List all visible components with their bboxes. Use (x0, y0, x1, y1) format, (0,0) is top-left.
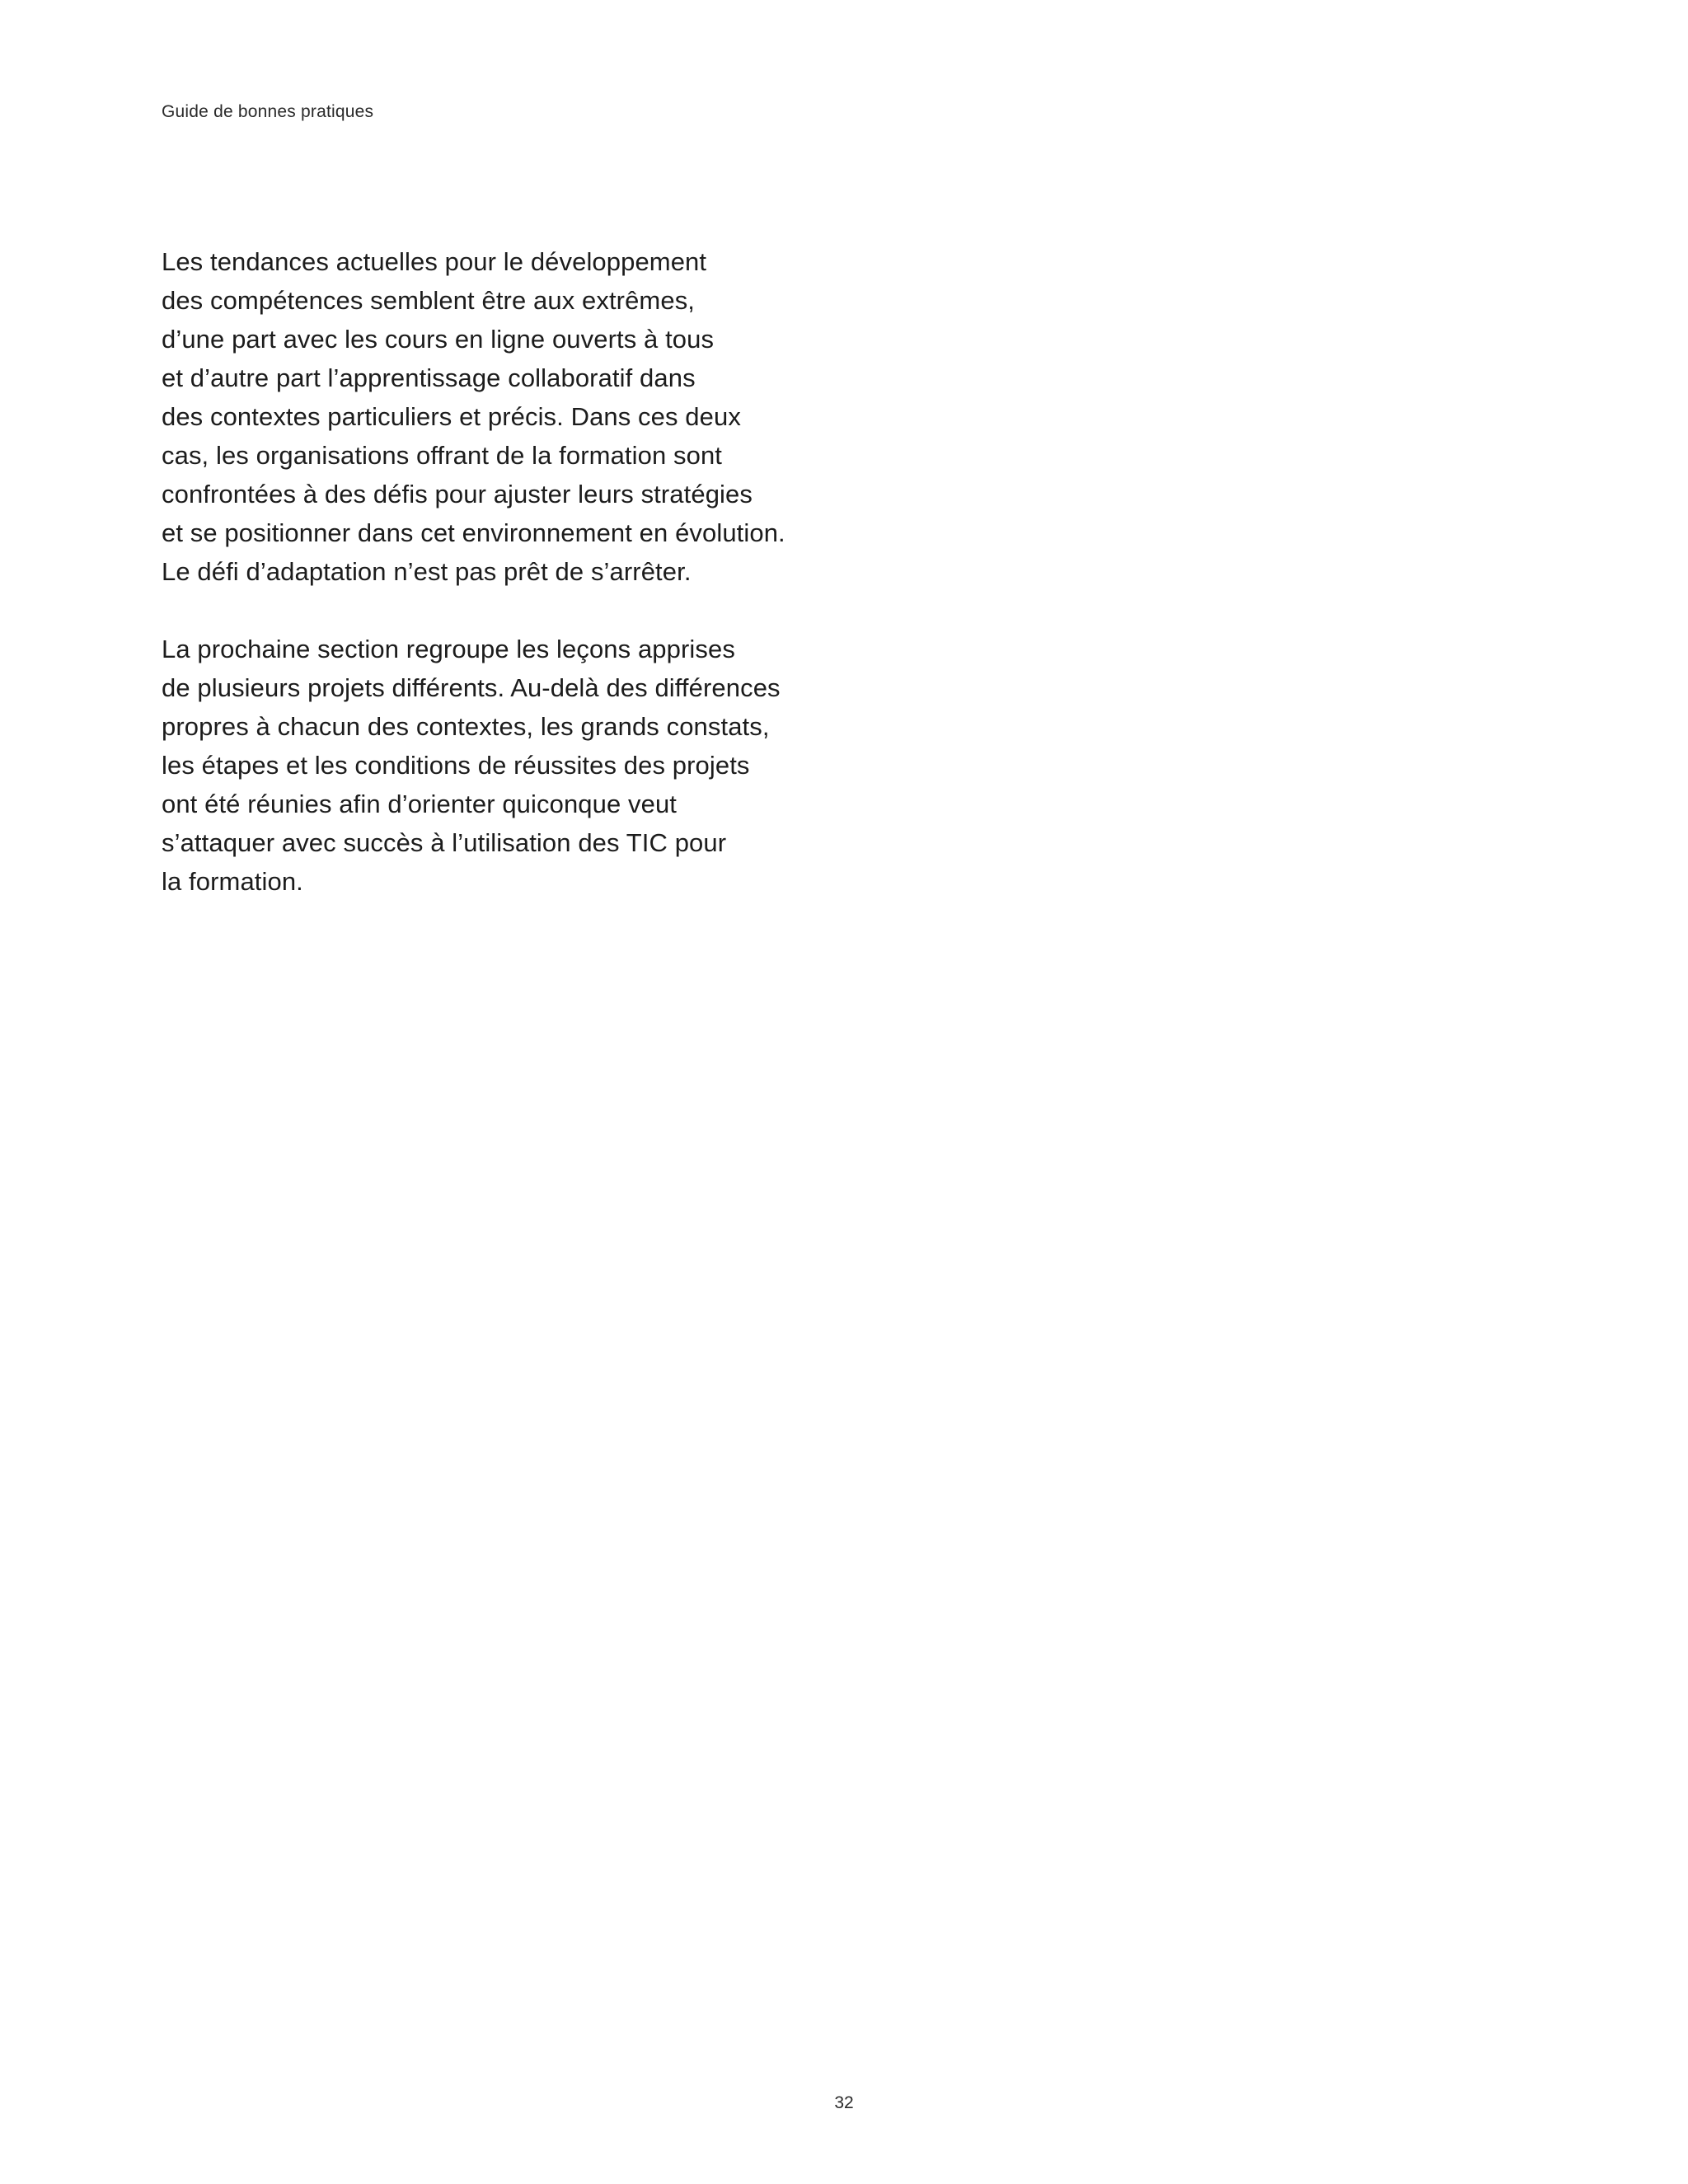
text-line: et se positionner dans cet environnement en évolution. (162, 518, 785, 547)
paragraph-1 (162, 242, 986, 591)
text-line: ont été réunies afin d’orienter quiconque veut (162, 790, 678, 818)
running-header: Guide de bonnes pratiques (162, 102, 374, 121)
text-line: la formation. (162, 867, 303, 896)
text-line: propres à chacun des contextes, les grands constats, (162, 712, 770, 741)
text-line: Les tendances actuelles pour le développement (162, 247, 707, 276)
text-line: Le défi d’adaptation n’est pas prêt de s’arrêter. (162, 557, 692, 586)
paragraph-spacer (162, 591, 986, 630)
text-line: La prochaine section regroupe les leçons apprises (162, 635, 735, 663)
text-line: d’une part avec les cours en ligne ouverts à tous (162, 325, 715, 354)
text-line: cas, les organisations offrant de la formation sont (162, 441, 723, 470)
page-number: 32 (834, 2093, 854, 2112)
body-text (162, 242, 986, 901)
text-line: des contextes particuliers et précis. Dans ces deux (162, 402, 741, 431)
paragraph-2 (162, 630, 986, 901)
text-line: les étapes et les conditions de réussites des projets (162, 751, 750, 780)
text-line: de plusieurs projets différents. Au-delà des différences (162, 673, 781, 702)
text-line: des compétences semblent être aux extrêmes, (162, 286, 696, 315)
text-line: confrontées à des défis pour ajuster leurs stratégies (162, 480, 753, 509)
text-line: et d’autre part l’apprentissage collaboratif dans (162, 363, 696, 392)
text-line: s’attaquer avec succès à l’utilisation des TIC pour (162, 828, 727, 857)
